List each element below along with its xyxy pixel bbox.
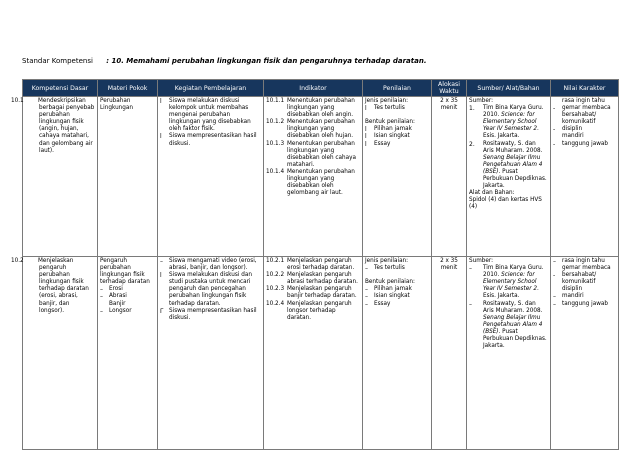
penilaian-bentuk-list	[365, 126, 429, 147]
sumber-text: Rositawaty, S. dan Aris Muharam. 2008.	[483, 300, 543, 314]
nilai-karakter-cell	[551, 97, 619, 257]
bullet-icon: -	[553, 272, 556, 280]
sumber-head: Sumber:	[469, 98, 494, 104]
indikator-text: Menjelaskan pengaruh banjir terhadap daratan.	[287, 286, 357, 300]
kompetensi-dasar-text: 10.1 Mendeskripsikan berbagai penyebab perubahan lingkungan fisik (angin, hujan, cahaya matahari, dan gelombang air laut).	[11, 98, 95, 154]
col-header: Materi Pokok	[98, 80, 158, 97]
col-header: Penilaian	[363, 80, 432, 97]
sumber-text: Tim Bina Karya Guru. 2010.	[483, 105, 544, 119]
sumber-text: . Pusat Perbukuan Depdiknas. Jakarta.	[483, 328, 547, 350]
kegiatan-item: – Siswa mengamati video (erosi, abrasi, banjir, dan longsor).	[160, 258, 257, 272]
bullet-icon: –	[365, 286, 368, 294]
indikator-text: Menjelaskan pengaruh abrasi terhadap daratan.	[287, 272, 358, 286]
penilaian-bentuk-list	[365, 286, 429, 307]
col-header: Kegiatan Pembelajaran	[158, 80, 264, 97]
sumber-item	[469, 265, 548, 300]
indikator-number: 10.1.3	[266, 140, 285, 147]
bullet-icon: –	[160, 258, 163, 265]
sumber-text: Science: for Elementary School Year IV Semester 2	[483, 112, 537, 133]
kd-number: 10.2	[11, 258, 24, 264]
col-header: Alokasi Waktu	[432, 80, 467, 97]
sumber-text: Senang Belajar Ilmu Pengetahuan Alam 4 (BSE)	[483, 154, 543, 175]
kegiatan-item: Г Siswa mempresentasikan hasil diskusi.	[160, 307, 257, 321]
bullet-icon: l	[365, 133, 367, 141]
bullet-icon: –	[553, 300, 556, 308]
sumber-text: Science: for Elementary School Year IV Semester 2	[483, 272, 537, 293]
sumber-cell	[467, 257, 551, 450]
spacer	[365, 272, 429, 279]
indikator-item	[266, 119, 360, 140]
sumber-number: –	[469, 265, 472, 273]
sumber-item	[469, 105, 548, 140]
kd-number: 10.1	[11, 98, 24, 104]
standar-kompetensi	[22, 57, 426, 65]
materi-pokok-cell	[98, 97, 158, 257]
bullet-icon: –	[365, 293, 368, 301]
penilaian-jenis-item: – Tes tertulis	[365, 265, 405, 273]
standar-kompetensi-label: Standar Kompetensi	[22, 57, 93, 65]
table-row	[23, 257, 619, 450]
kegiatan-item: l Siswa mempresentasikan hasil diskusi.	[160, 133, 257, 147]
bullet-icon: l	[365, 140, 367, 148]
sumber-cell	[467, 97, 551, 257]
indikator-number: 10.2.1	[266, 258, 285, 264]
sumber-text: . Pusat Perbukuan Depdiknas. Jakarta.	[483, 168, 547, 190]
col-header: Kompetensi Dasar	[23, 80, 98, 97]
nilai-item: - disiplin	[553, 126, 583, 134]
nilai-item: disiplin	[562, 286, 583, 293]
indikator-number: 10.1.2	[266, 119, 285, 126]
nilai-item: - bersahabat/ komunikatif	[553, 272, 597, 286]
sumber-item	[469, 301, 548, 351]
col-header: Nilai Karakter	[551, 80, 619, 97]
table-header-row	[23, 80, 619, 97]
indikator-number: 10.1.1	[266, 98, 285, 104]
nilai-item: – rasa ingin tahu	[553, 258, 605, 265]
indikator-text: Menjelaskan pengaruh erosi terhadap daratan.	[287, 258, 355, 272]
penilaian-bentuk-item: l Essay	[365, 140, 391, 148]
penilaian-bentuk-label: Bentuk penilaian:	[365, 119, 415, 126]
materi-pokok-cell	[98, 257, 158, 450]
penilaian-jenis-list	[365, 105, 429, 112]
indikator-cell	[264, 97, 363, 257]
bullet-icon: –	[100, 307, 103, 315]
nilai-item: gemar membaca	[562, 265, 611, 272]
penilaian-jenis-list	[365, 265, 429, 272]
kompetensi-dasar-cell	[11, 97, 98, 257]
penilaian-bentuk-item: l Isian singkat	[365, 133, 410, 141]
sumber-list	[469, 105, 548, 190]
bullet-icon: –	[553, 293, 556, 301]
col-header: Sumber/ Alat/Bahan	[467, 80, 551, 97]
bullet-icon: -	[553, 105, 556, 113]
nilai-item: mandiri	[562, 133, 584, 140]
bullet-icon: l	[160, 98, 162, 105]
sumber-text: . Esis. Jakarta.	[483, 126, 539, 140]
sumber-text: . Esis. Jakarta.	[483, 286, 539, 300]
kompetensi-dasar-text: 10.2 Menjelaskan pengaruh perubahan lingkungan fisik terhadap daratan (erosi, abrasi, banjir, dan longsor).	[11, 258, 89, 314]
kegiatan-list	[160, 258, 261, 322]
bullet-icon: l	[365, 126, 367, 134]
bullet-icon: –	[100, 286, 103, 294]
penilaian-bentuk-label: Bentuk penilaian:	[365, 279, 415, 286]
nilai-item: – tanggung jawab	[553, 300, 608, 308]
sumber-text: Senang Belajar Ilmu Pengetahuan Alam 4 (BSE)	[483, 314, 543, 335]
nilai-karakter-cell	[551, 257, 619, 450]
penilaian-jenis-label: Jenis penilaian:	[365, 258, 409, 264]
penilaian-jenis-label: Jenis penilaian:	[365, 98, 409, 104]
bullet-icon: –	[365, 300, 368, 308]
silabus-table	[11, 79, 619, 450]
nilai-list	[553, 98, 616, 148]
indikator-item	[266, 301, 360, 322]
penilaian-bentuk-item: – Isian singkat	[365, 293, 410, 301]
materi-list	[100, 286, 155, 314]
nilai-item: - tanggung jawab	[553, 140, 608, 148]
nilai-item: bersahabat/ komunikatif	[562, 112, 597, 126]
alokasi-waktu-cell: 2 x 35 menit	[432, 257, 467, 450]
penilaian-bentuk-item: l Pilihan jamak	[365, 126, 412, 134]
kegiatan-cell	[158, 97, 264, 257]
sumber-number: 2.	[469, 140, 475, 148]
alokasi-waktu-cell: 2 x 35 menit	[432, 97, 467, 257]
alat-bahan-text: Spidol (4) dan kertas HVS (4)	[469, 197, 542, 211]
bullet-icon: l	[160, 133, 162, 141]
penilaian-bentuk-item: – Essay	[365, 300, 391, 308]
indikator-item	[266, 98, 360, 119]
penilaian-cell	[363, 257, 432, 450]
bullet-icon: –	[365, 265, 368, 273]
standar-kompetensi-value: : 10. Memahami perubahan lingkungan fisik dan pengaruhnya terhadap daratan.	[106, 57, 427, 65]
penilaian-cell	[363, 97, 432, 257]
materi-item: – Erosi	[100, 286, 123, 294]
indikator-number: 10.2.4	[266, 300, 285, 307]
nilai-item: rasa ingin tahu	[562, 98, 605, 104]
bullet-icon: l	[365, 105, 367, 113]
indikator-text: Menentukan perubahan lingkungan yang disebabkan oleh angin.	[287, 98, 355, 119]
kegiatan-item: l Siswa melakukan diskusi kelompok untuk membahas mengenai perubahan lingkungan yang disebabkan oleh faktor fisik.	[160, 98, 251, 133]
sumber-item	[469, 141, 548, 191]
materi-text: Perubahan Lingkungan	[100, 98, 133, 112]
penilaian-bentuk-item: – Pilihan jamak	[365, 286, 412, 294]
table-body	[11, 97, 619, 450]
nilai-list	[553, 258, 616, 308]
table-row	[23, 97, 619, 257]
bullet-icon: –	[553, 258, 556, 265]
kompetensi-dasar-cell	[11, 257, 98, 450]
indikator-number: 10.2.3	[266, 286, 285, 293]
sumber-text: Rositawaty, S. dan Aris Muharam. 2008.	[483, 140, 543, 154]
sumber-list	[469, 265, 548, 350]
kegiatan-item: l Siswa melakukan diskusi dan studi pustaka untuk mencari pengaruh dan pencegahan perubahan lingkungan fisik terhadap daratan.	[160, 272, 252, 307]
alat-bahan-text: Alat dan Bahan:	[469, 190, 515, 197]
indikator-item	[266, 169, 360, 197]
bullet-icon: Г	[160, 307, 164, 315]
indikator-text: Menentukan perubahan lingkungan yang disebabkan oleh gelombang air laut.	[287, 168, 355, 197]
indikator-item	[266, 286, 360, 300]
bullet-icon: l	[160, 272, 162, 280]
materi-item: Banjir	[109, 300, 126, 307]
bullet-icon: -	[553, 140, 556, 148]
nilai-item: – mandiri	[553, 293, 584, 301]
indikator-text: Menentukan perubahan lingkungan yang disebabkan oleh cahaya matahari.	[287, 140, 356, 168]
bullet-icon: –	[100, 293, 103, 301]
indikator-number: 10.2.2	[266, 272, 285, 279]
indikator-item	[266, 141, 360, 169]
bullet-icon: -	[553, 126, 556, 134]
kegiatan-cell	[158, 257, 264, 450]
nilai-item: - gemar membaca	[553, 105, 611, 113]
spacer	[365, 112, 429, 119]
sumber-text: Tim Bina Karya Guru. 2010.	[483, 265, 544, 279]
materi-item: – Abrasi	[100, 293, 127, 301]
indikator-item	[266, 258, 360, 272]
kegiatan-list	[160, 98, 261, 148]
materi-text: Pengaruh perubahan lingkungan fisik terhadap daratan	[100, 258, 150, 286]
indikator-cell	[264, 257, 363, 450]
penilaian-jenis-item: l Tes tertulis	[365, 105, 405, 113]
col-header: Indikator	[264, 80, 363, 97]
sumber-number: –	[469, 300, 472, 308]
indikator-text: Menentukan perubahan lingkungan yang disebabkan oleh hujan.	[287, 119, 355, 140]
sumber-head: Sumber:	[469, 258, 494, 264]
indikator-text: Menjelaskan pengaruh longsor terhadap daratan.	[287, 300, 352, 321]
indikator-number: 10.1.4	[266, 168, 285, 175]
sumber-number: 1.	[469, 105, 475, 113]
materi-item: – Longsor	[100, 307, 132, 315]
indikator-item	[266, 272, 360, 286]
